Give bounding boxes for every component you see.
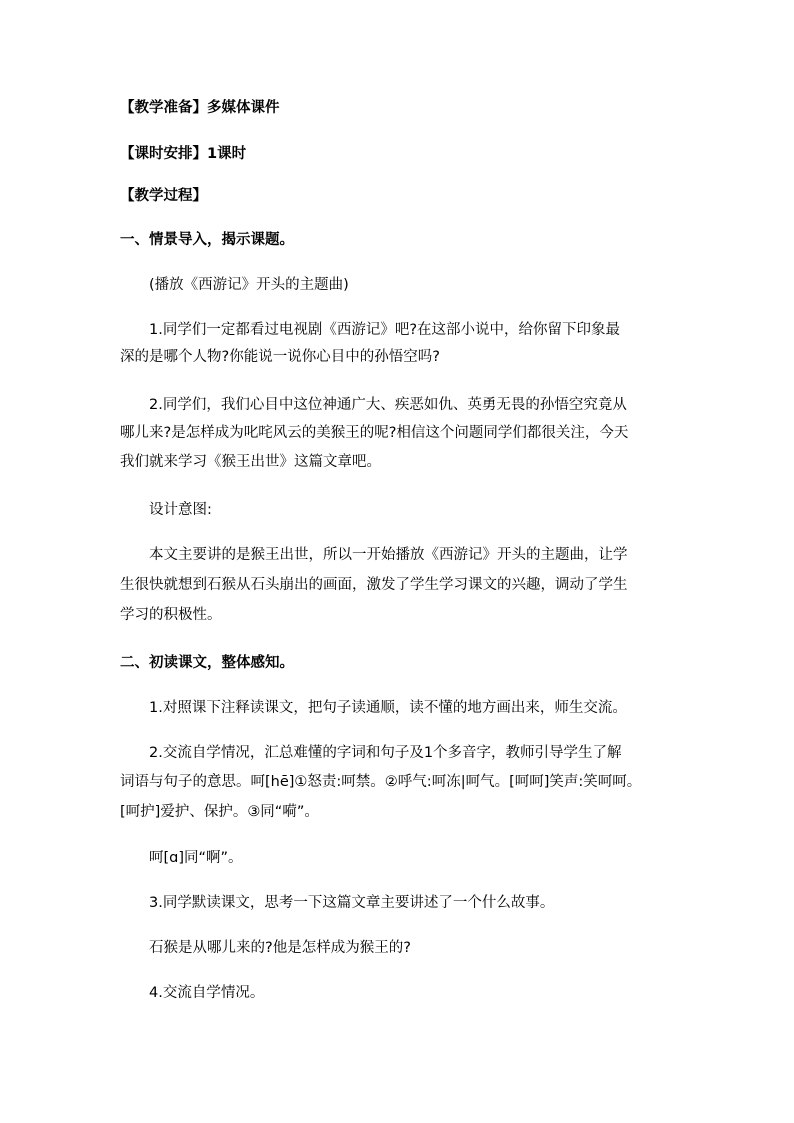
question-2-line-3: 我们就来学习《猴王出世》这篇文章吧。 [120, 454, 381, 470]
section-2-item-2-line-3: [呵护]爱护、保护。③同“嗬”。 [120, 804, 319, 820]
design-intent-line-3: 学习的积极性。 [120, 607, 222, 623]
teaching-prep-heading: 【教学准备】多媒体课件 [120, 100, 280, 116]
question-2-line-1: 2.同学们，我们心目中这位神通广大、疾恶如仇、英勇无畏的孙悟空究竟从 [149, 397, 627, 413]
design-intent-line-1: 本文主要讲的是猴王出世，所以一开始播放《西游记》开头的主题曲，让学 [149, 547, 628, 563]
section-2-item-2-line-2: 词语与句子的意思。呵[hē]①怒责:呵禁。②呼气:呵冻|呵气。[呵呵]笑声:笑呵呵。 [120, 774, 642, 790]
teaching-process-heading: 【教学过程】 [120, 188, 207, 204]
section-2-item-3: 3.同学默读课文，思考一下这篇文章主要讲述了一个什么故事。 [149, 895, 555, 911]
design-intent-label: 设计意图: [149, 502, 212, 518]
he-a-pronunciation: 呵[ɑ]同“啊”。 [149, 850, 243, 866]
section-2-item-2-line-1: 2.交流自学情况，汇总难懂的字词和句子及1个多音字，教师引导学生了解 [149, 745, 622, 761]
section-1-heading: 一、情景导入，揭示课题。 [120, 232, 294, 248]
music-note: (播放《西游记》开头的主题曲) [149, 277, 349, 293]
section-2-question: 石猴是从哪儿来的?他是怎样成为猴王的? [149, 940, 411, 956]
class-schedule-heading: 【课时安排】1课时 [120, 146, 247, 162]
design-intent-line-2: 生很快就想到石猴从石头崩出的画面，激发了学生学习课文的兴趣，调动了学生 [120, 577, 628, 593]
section-2-item-1: 1.对照课下注释读课文，把句子读通顺，读不懂的地方画出来，师生交流。 [149, 700, 627, 716]
question-1-line-1: 1.同学们一定都看过电视剧《西游记》吧?在这部小说中，给你留下印象最 [149, 322, 621, 338]
section-2-item-4: 4.交流自学情况。 [149, 985, 265, 1001]
question-1-line-2: 深的是哪个人物?你能说一说你心目中的孙悟空吗? [120, 349, 440, 365]
section-2-heading: 二、初读课文，整体感知。 [120, 655, 294, 671]
question-2-line-2: 哪儿来?是怎样成为叱咤风云的美猴王的呢?相信这个问题同学们都很关注，今天 [120, 425, 629, 441]
